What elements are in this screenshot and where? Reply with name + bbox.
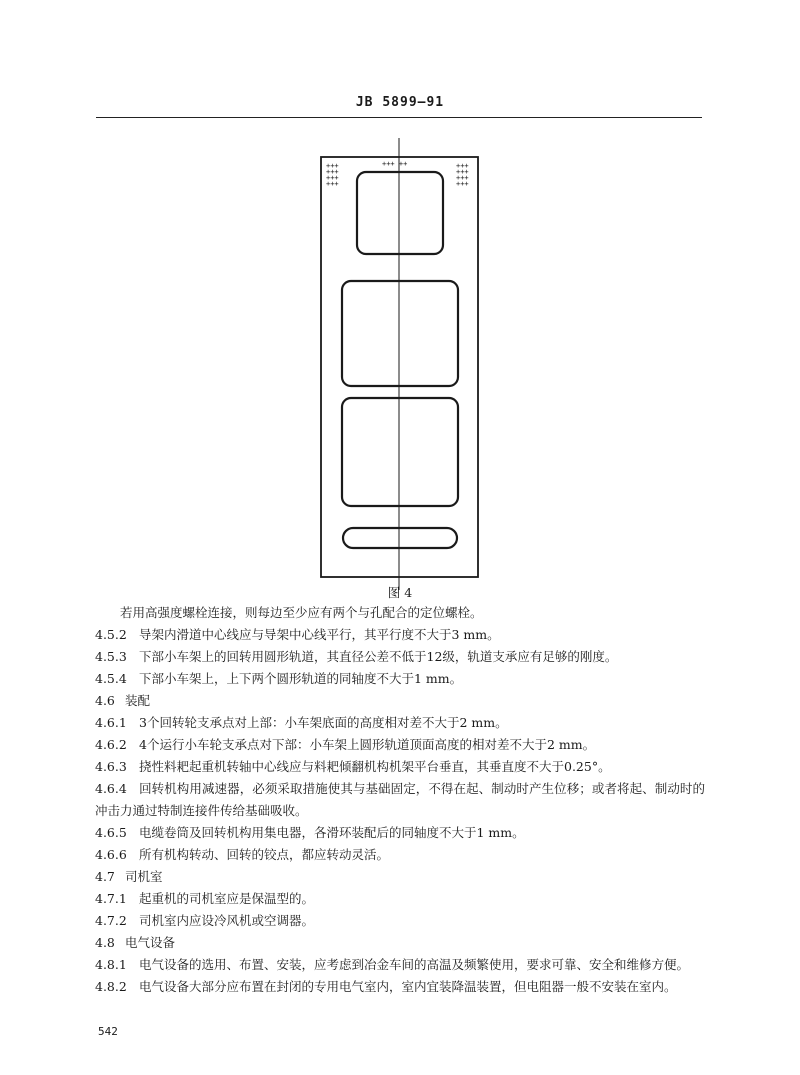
clause-number: 4.6.3	[95, 759, 127, 774]
clause-number: 4.6.6	[95, 847, 127, 862]
clause-number: 4.8.1	[95, 957, 127, 972]
clause-text: 导架内滑道中心线应与导架中心线平行，其平行度不大于3 mm。	[139, 627, 500, 642]
svg-text:+++: +++	[326, 180, 339, 188]
svg-text:+++: +++	[326, 174, 339, 182]
clause-number: 4.8.2	[95, 979, 127, 994]
clause	[95, 624, 705, 646]
section-number: 4.8	[95, 935, 115, 950]
section-title: 装配	[125, 693, 151, 708]
clause	[95, 778, 705, 822]
clause-number: 4.5.4	[95, 671, 127, 686]
clause-number: 4.5.2	[95, 627, 127, 642]
clause-text: 电气设备大部分应布置在封闭的专用电气室内，室内宜装降温装置，但电阻器一般不安装在室内。	[139, 979, 677, 994]
clause-number: 4.5.3	[95, 649, 127, 664]
figure-caption: 图 4	[387, 585, 413, 600]
clause-text: 挠性料耙起重机转轴中心线应与料耙倾翻机构机架平台垂直，其垂直度不大于0.25°。	[139, 759, 611, 774]
svg-text:+++: +++	[456, 168, 469, 176]
clause-number: 4.7.1	[95, 891, 127, 906]
section-number: 4.7	[95, 869, 115, 884]
clause-text: 所有机构转动、回转的铰点，都应转动灵活。	[139, 847, 390, 862]
clause-text: 下部小车架上的回转用圆形轨道，其直径公差不低于12级，轨道支承应有足够的刚度。	[139, 649, 618, 664]
clause	[95, 910, 705, 932]
svg-text:+++: +++	[326, 168, 339, 176]
header-rule	[96, 117, 702, 118]
section-heading	[95, 866, 705, 888]
clause-text: 下部小车架上，上下两个圆形轨道的同轴度不大于1 mm。	[139, 671, 463, 686]
clause-number: 4.6.5	[95, 825, 127, 840]
bolt-marks-left: +++	[326, 162, 339, 170]
clause	[95, 756, 705, 778]
clause	[95, 668, 705, 690]
paragraph-text: 若用高强度螺栓连接，则每边至少应有两个与孔配合的定位螺栓。	[120, 605, 483, 620]
clause-number: 4.6.2	[95, 737, 127, 752]
clause-text: 回转机构用减速器，必须采取措施使其与基础固定，不得在起、制动时产生位移；或者将起、制动时的冲击力通过特制连接件传给基础吸收。	[95, 781, 705, 818]
clause	[95, 954, 705, 976]
clause-number: 4.6.4	[95, 781, 127, 796]
clause	[95, 844, 705, 866]
upper-window	[357, 172, 443, 254]
clause	[95, 822, 705, 844]
clause	[95, 976, 705, 998]
clause-text: 电缆卷筒及回转机构用集电器，各滑环装配后的同轴度不大于1 mm。	[139, 825, 525, 840]
body-text	[95, 602, 705, 998]
section-heading	[95, 690, 705, 712]
clause-text: 电气设备的选用、布置、安装，应考虑到冶金车间的高温及频繁使用，要求可靠、安全和维修方便。	[139, 957, 690, 972]
middle-window	[342, 281, 458, 386]
clause-number: 4.7.2	[95, 913, 127, 928]
section-title: 电气设备	[125, 935, 176, 950]
section-heading	[95, 932, 705, 954]
clause-text: 起重机的司机室应是保温型的。	[139, 891, 315, 906]
clause	[95, 888, 705, 910]
svg-text:+++: +++	[456, 180, 469, 188]
clause	[95, 734, 705, 756]
clause-text: 4个运行小车轮支承点对下部：小车架上圆形轨道顶面高度的相对差不大于2 mm。	[139, 737, 596, 752]
frame-outline	[321, 157, 478, 577]
bolt-marks-right: +++	[456, 162, 469, 170]
paragraph	[95, 602, 705, 624]
lower-window	[342, 398, 458, 506]
section-number: 4.6	[95, 693, 115, 708]
bottom-slot	[343, 528, 457, 548]
clause-number: 4.6.1	[95, 715, 127, 730]
document-header: JB 5899—91	[355, 95, 445, 110]
section-title: 司机室	[125, 869, 163, 884]
page-number: 542	[98, 1025, 118, 1038]
clause	[95, 712, 705, 734]
bolt-marks-top: +++ ++	[382, 160, 408, 168]
clause-text: 3个回转轮支承点对上部：小车架底面的高度相对差不大于2 mm。	[139, 715, 508, 730]
clause-text: 司机室内应设冷风机或空调器。	[139, 913, 315, 928]
svg-text:+++: +++	[456, 174, 469, 182]
clause	[95, 646, 705, 668]
